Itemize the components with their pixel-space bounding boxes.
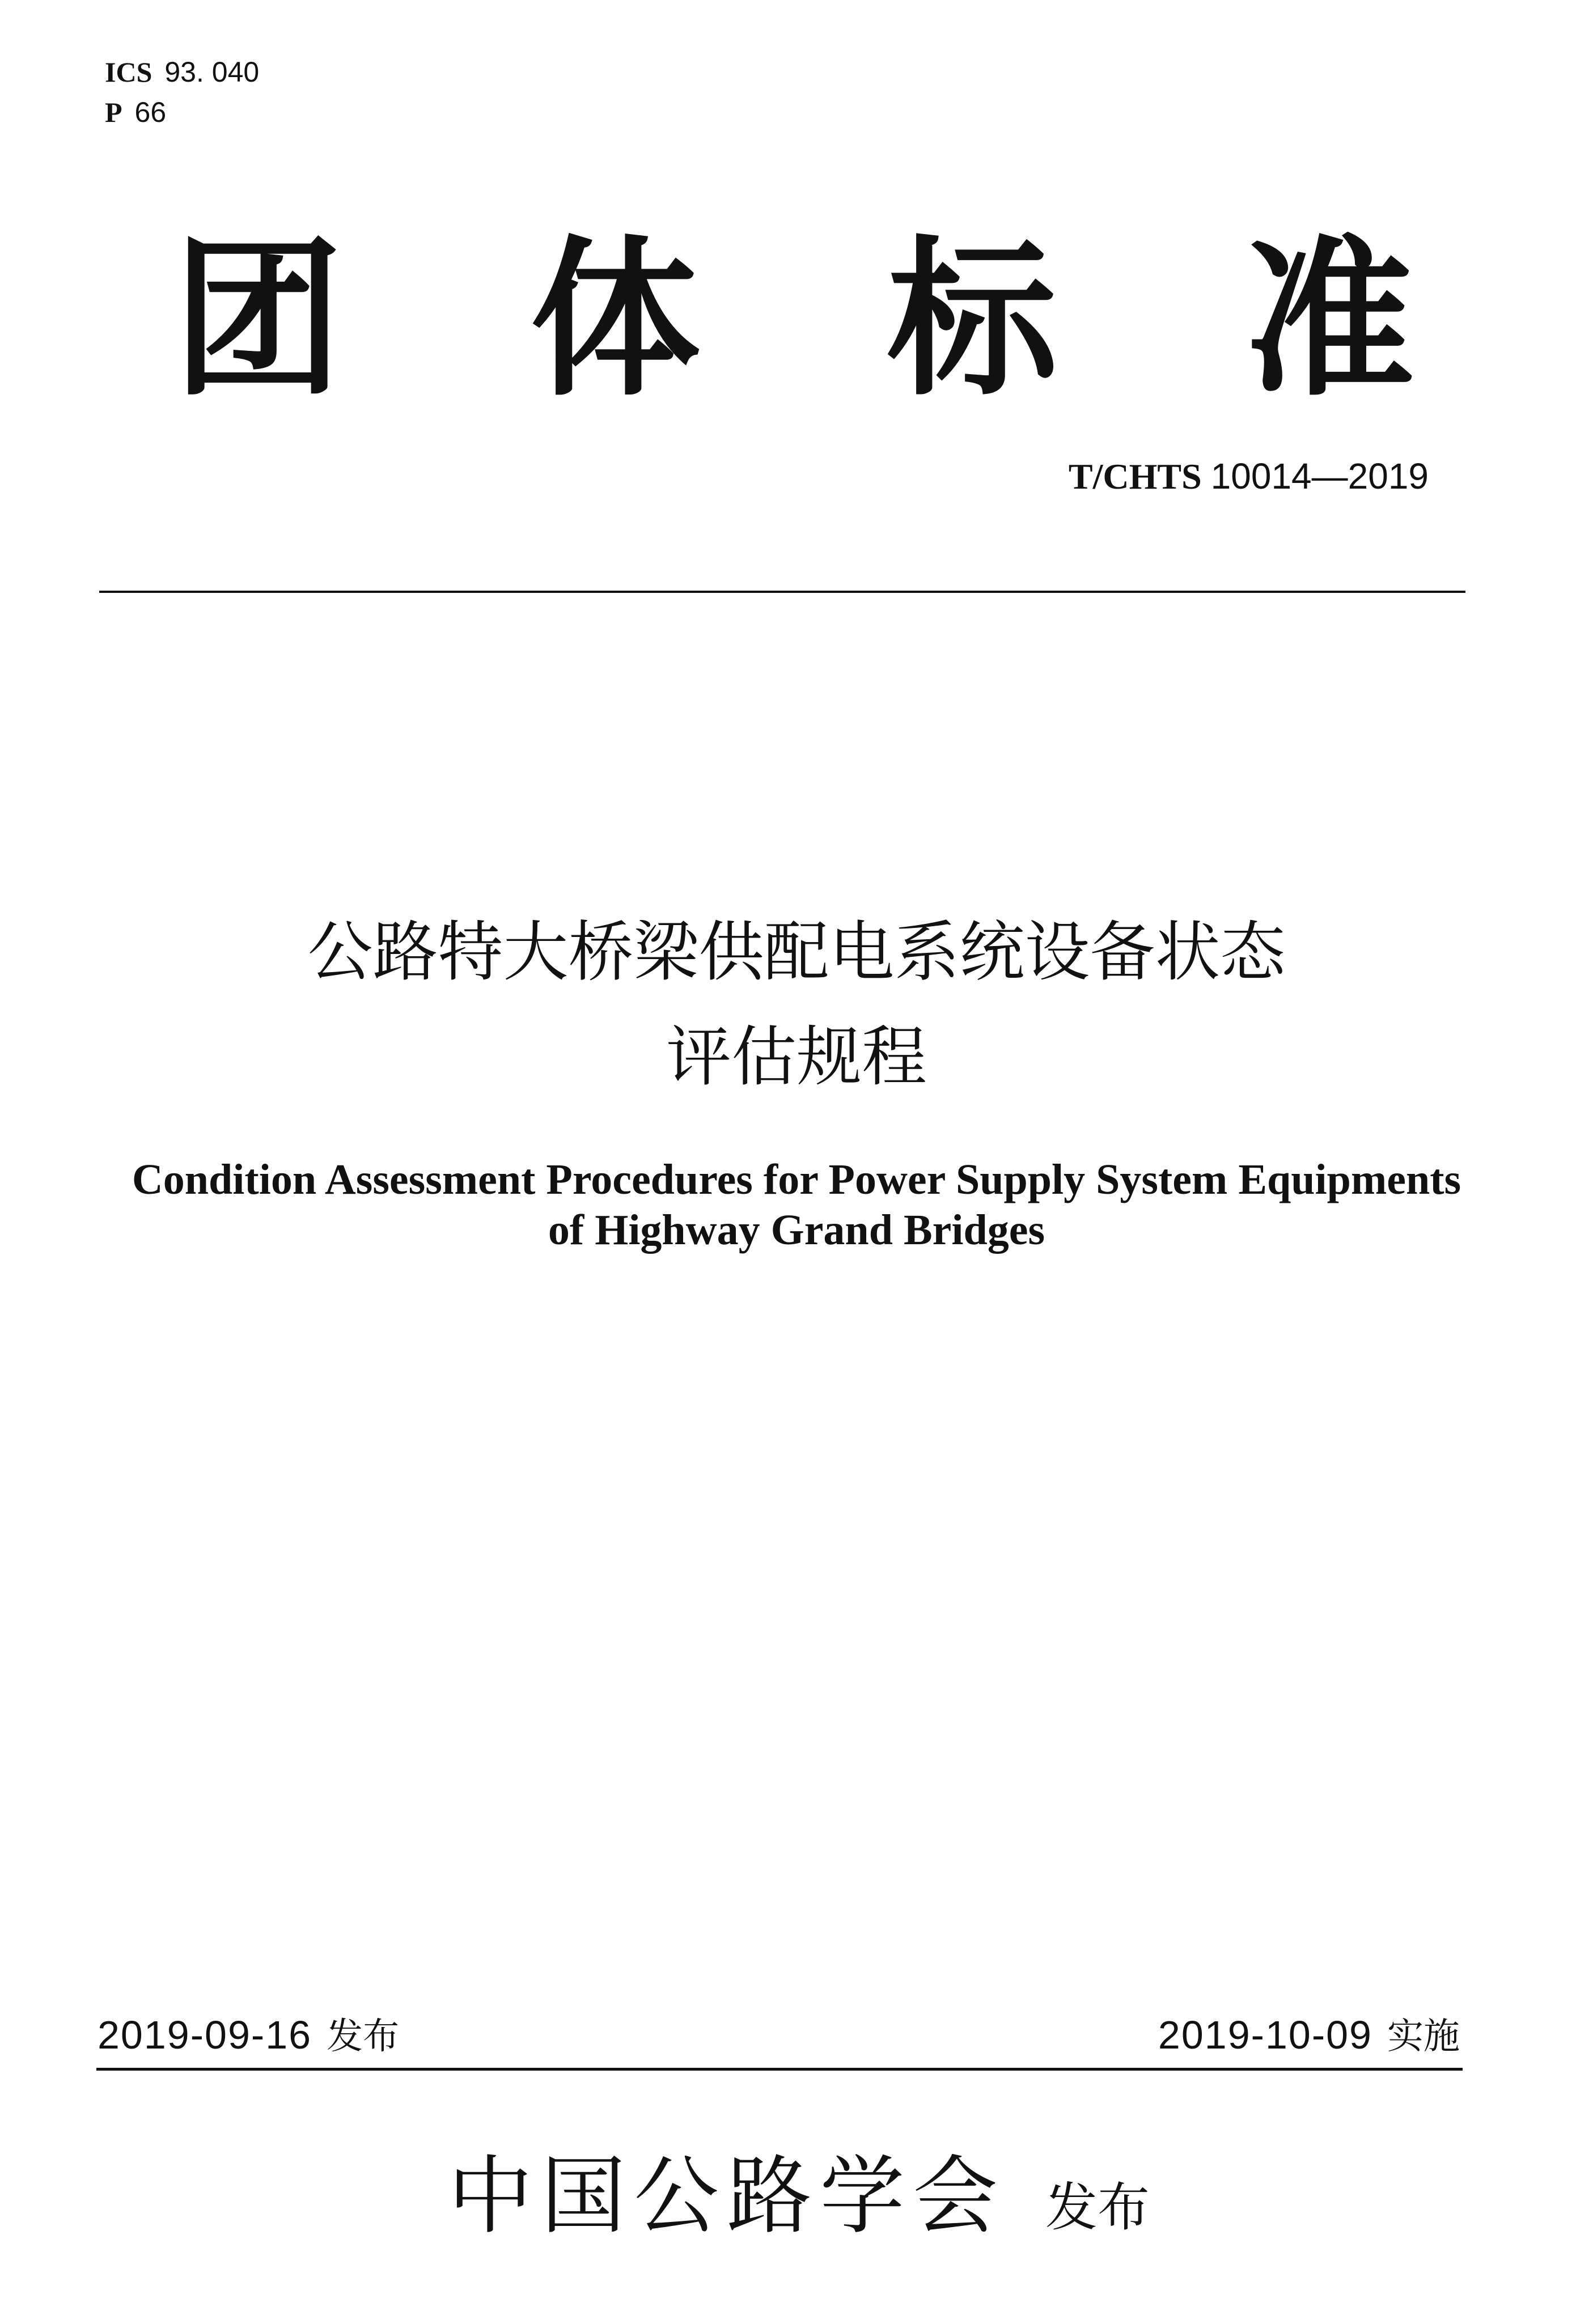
implement-label: 实施	[1387, 2016, 1460, 2058]
title-char: 团	[173, 221, 343, 419]
chinese-title-line-1: 公路特大桥梁供配电系统设备状态	[307, 914, 1286, 990]
implement-date: 2019-10-09	[1158, 2013, 1372, 2057]
english-title-line-1: Condition Assessment Procedures for Power Supply System Equipments	[132, 1156, 1461, 1203]
publisher-label: 发布	[1045, 2177, 1150, 2238]
ccs-code: 66	[134, 96, 167, 128]
title-char: 标	[887, 221, 1057, 419]
publisher-organization: 中国公路学会	[448, 2147, 1006, 2246]
issue-label: 发布	[327, 2016, 400, 2058]
footer-divider	[96, 2068, 1463, 2071]
ics-classification	[105, 55, 259, 89]
title-char: 体	[530, 221, 700, 419]
implement-date-line	[1158, 2009, 1460, 2062]
chinese-title-line-2: 评估规程	[666, 1019, 927, 1095]
ics-label: ICS	[105, 56, 152, 88]
ics-code: 93. 040	[164, 56, 260, 88]
standard-year-number: 10014—2019	[1210, 456, 1429, 497]
english-title-line-2: of Highway Grand Bridges	[548, 1206, 1045, 1254]
issue-date-line	[98, 2009, 399, 2062]
issue-date: 2019-09-16	[98, 2013, 312, 2057]
publisher-line	[448, 2143, 1150, 2276]
ccs-label: P	[105, 96, 122, 128]
standard-type-title	[164, 221, 1423, 419]
header-divider	[99, 591, 1465, 593]
standard-number	[1069, 453, 1429, 499]
standard-code: T/CHTS	[1068, 456, 1202, 497]
title-char: 准	[1244, 221, 1414, 419]
ccs-classification	[105, 95, 166, 129]
